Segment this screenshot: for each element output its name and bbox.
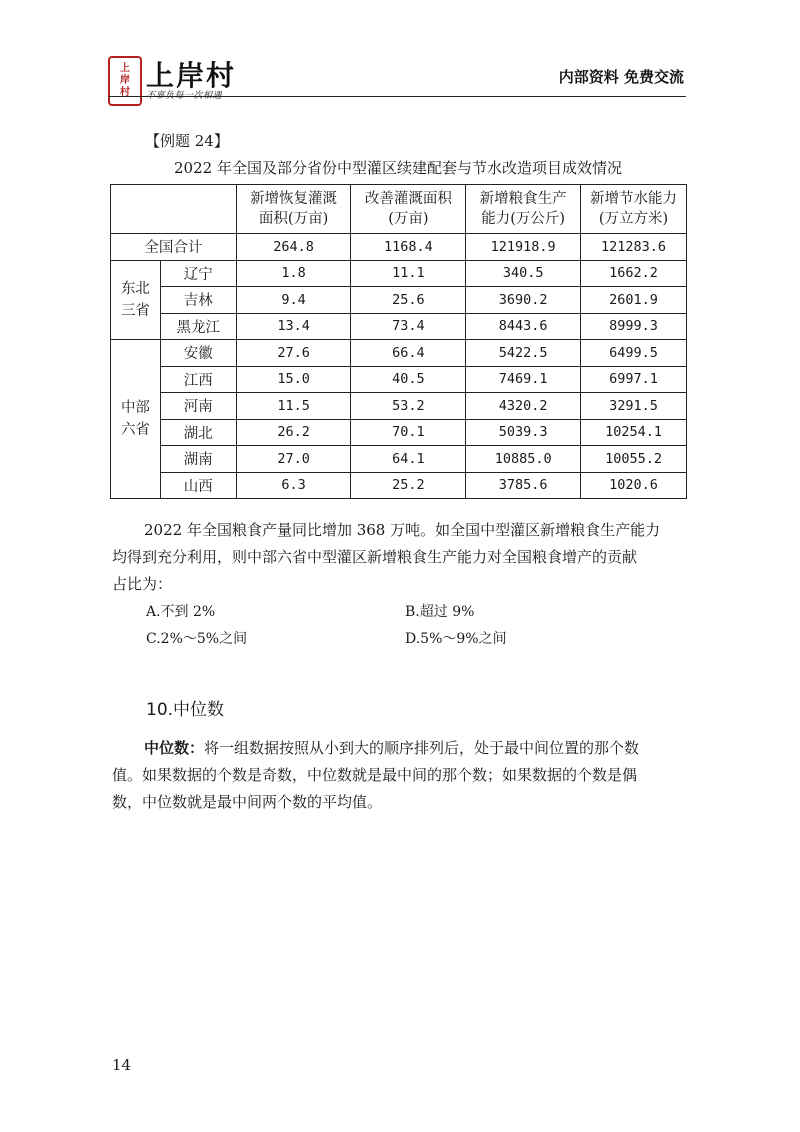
brand-seal-char-1: 上	[120, 63, 130, 74]
table-row	[111, 313, 687, 340]
table-row-total	[111, 234, 687, 261]
table-cell: 264.8	[236, 234, 351, 261]
table-cell: 13.4	[236, 313, 351, 340]
column-header-line: 新增节水能力 (万立方米)	[590, 191, 678, 227]
option-c[interactable]: C.2%～5%之间	[146, 631, 248, 647]
table-title: 2022 年全国及部分省份中型灌区续建配套与节水改造项目成效情况	[174, 159, 622, 177]
province-cell: 江西	[160, 366, 236, 393]
brand-name: 上岸村	[146, 59, 237, 92]
header-divider	[108, 96, 686, 97]
question-line: 占比为：	[112, 575, 173, 593]
table-cell: 8443.6	[466, 313, 581, 340]
data-table	[110, 184, 687, 499]
province-cell: 吉林	[160, 287, 236, 314]
definition-term: 中位数：	[144, 739, 205, 757]
province-cell: 湖南	[160, 446, 236, 473]
table-cell: 11.1	[351, 260, 466, 287]
table-cell: 10885.0	[466, 446, 581, 473]
province-cell: 安徽	[160, 340, 236, 367]
table-cell: 73.4	[351, 313, 466, 340]
option-a[interactable]: A.不到 2%	[146, 604, 216, 620]
question-paragraph	[112, 517, 692, 598]
table-cell: 6997.1	[581, 366, 687, 393]
table-cell: 11.5	[236, 393, 351, 420]
column-header-line: 新增恢复灌溉 面积(万亩)	[250, 191, 338, 227]
province-cell: 黑龙江	[160, 313, 236, 340]
table-row	[111, 287, 687, 314]
option-d[interactable]: D.5%～9%之间	[405, 631, 507, 647]
brand-seal-char-3: 村	[120, 87, 130, 98]
table-cell: 7469.1	[466, 366, 581, 393]
section-heading: 10.中位数	[146, 700, 225, 720]
column-header	[236, 185, 351, 234]
table-cell: 9.4	[236, 287, 351, 314]
table-cell: 5422.5	[466, 340, 581, 367]
province-cell: 河南	[160, 393, 236, 420]
column-header-line: 新增粮食生产 能力(万公斤)	[479, 191, 567, 227]
table-cell: 25.2	[351, 472, 466, 499]
table-cell: 8999.3	[581, 313, 687, 340]
question-line: 2022 年全国粮食产量同比增加 368 万吨。如全国中型灌区新增粮食生产能力	[144, 521, 661, 539]
page-header	[108, 56, 686, 104]
option-b[interactable]: B.超过 9%	[405, 604, 475, 620]
table-cell: 1.8	[236, 260, 351, 287]
table-cell: 3690.2	[466, 287, 581, 314]
definition-paragraph	[112, 735, 692, 816]
table-cell: 10055.2	[581, 446, 687, 473]
province-cell: 山西	[160, 472, 236, 499]
example-label: 【例题 24】	[145, 132, 229, 150]
table-cell: 3291.5	[581, 393, 687, 420]
table-cell: 1168.4	[351, 234, 466, 261]
table-cell: 6.3	[236, 472, 351, 499]
table-row	[111, 446, 687, 473]
table-cell: 121283.6	[581, 234, 687, 261]
table-row	[111, 366, 687, 393]
table-cell: 70.1	[351, 419, 466, 446]
province-cell: 湖北	[160, 419, 236, 446]
province-cell: 辽宁	[160, 260, 236, 287]
column-header	[351, 185, 466, 234]
table-cell: 3785.6	[466, 472, 581, 499]
group-label-cell: 中部 六省	[111, 340, 161, 499]
brand-seal-char-2: 岸	[120, 75, 130, 86]
table-cell: 27.0	[236, 446, 351, 473]
column-header	[466, 185, 581, 234]
table-cell: 40.5	[351, 366, 466, 393]
table-cell: 53.2	[351, 393, 466, 420]
table-cell: 10254.1	[581, 419, 687, 446]
definition-text: 将一组数据按照从小到大的顺序排列后，处于最中间位置的那个数	[204, 739, 640, 757]
table-cell: 26.2	[236, 419, 351, 446]
page-number: 14	[112, 1056, 132, 1074]
table-cell: 6499.5	[581, 340, 687, 367]
table-cell: 2601.9	[581, 287, 687, 314]
table-cell: 1662.2	[581, 260, 687, 287]
definition-line: 值。如果数据的个数是奇数，中位数就是最中间的那个数；如果数据的个数是偶	[112, 766, 638, 784]
table-cell: 1020.6	[581, 472, 687, 499]
table-cell: 27.6	[236, 340, 351, 367]
table-cell: 340.5	[466, 260, 581, 287]
table-cell: 66.4	[351, 340, 466, 367]
table-row	[111, 340, 687, 367]
group-label-cell: 东北 三省	[111, 260, 161, 340]
header-note: 内部资料 免费交流	[558, 68, 684, 86]
table-row	[111, 472, 687, 499]
definition-line: 数，中位数就是最中间两个数的平均值。	[112, 793, 383, 811]
table-row	[111, 260, 687, 287]
total-label-cell: 全国合计	[111, 234, 237, 261]
table-cell: 25.6	[351, 287, 466, 314]
brand-seal-logo	[108, 56, 142, 106]
table-cell: 4320.2	[466, 393, 581, 420]
table-cell: 64.1	[351, 446, 466, 473]
table-cell: 15.0	[236, 366, 351, 393]
header-corner-cell	[111, 185, 237, 234]
table-row	[111, 419, 687, 446]
definition-line	[112, 735, 692, 762]
table-row	[111, 393, 687, 420]
table-cell: 5039.3	[466, 419, 581, 446]
table-header-row	[111, 185, 687, 234]
column-header	[581, 185, 687, 234]
table-cell: 121918.9	[466, 234, 581, 261]
column-header-line: 改善灌溉面积 (万亩)	[364, 191, 452, 227]
question-line: 均得到充分利用，则中部六省中型灌区新增粮食生产能力对全国粮食增产的贡献	[112, 548, 638, 566]
brand-slogan: 不辜负每一次相遇	[146, 91, 223, 101]
